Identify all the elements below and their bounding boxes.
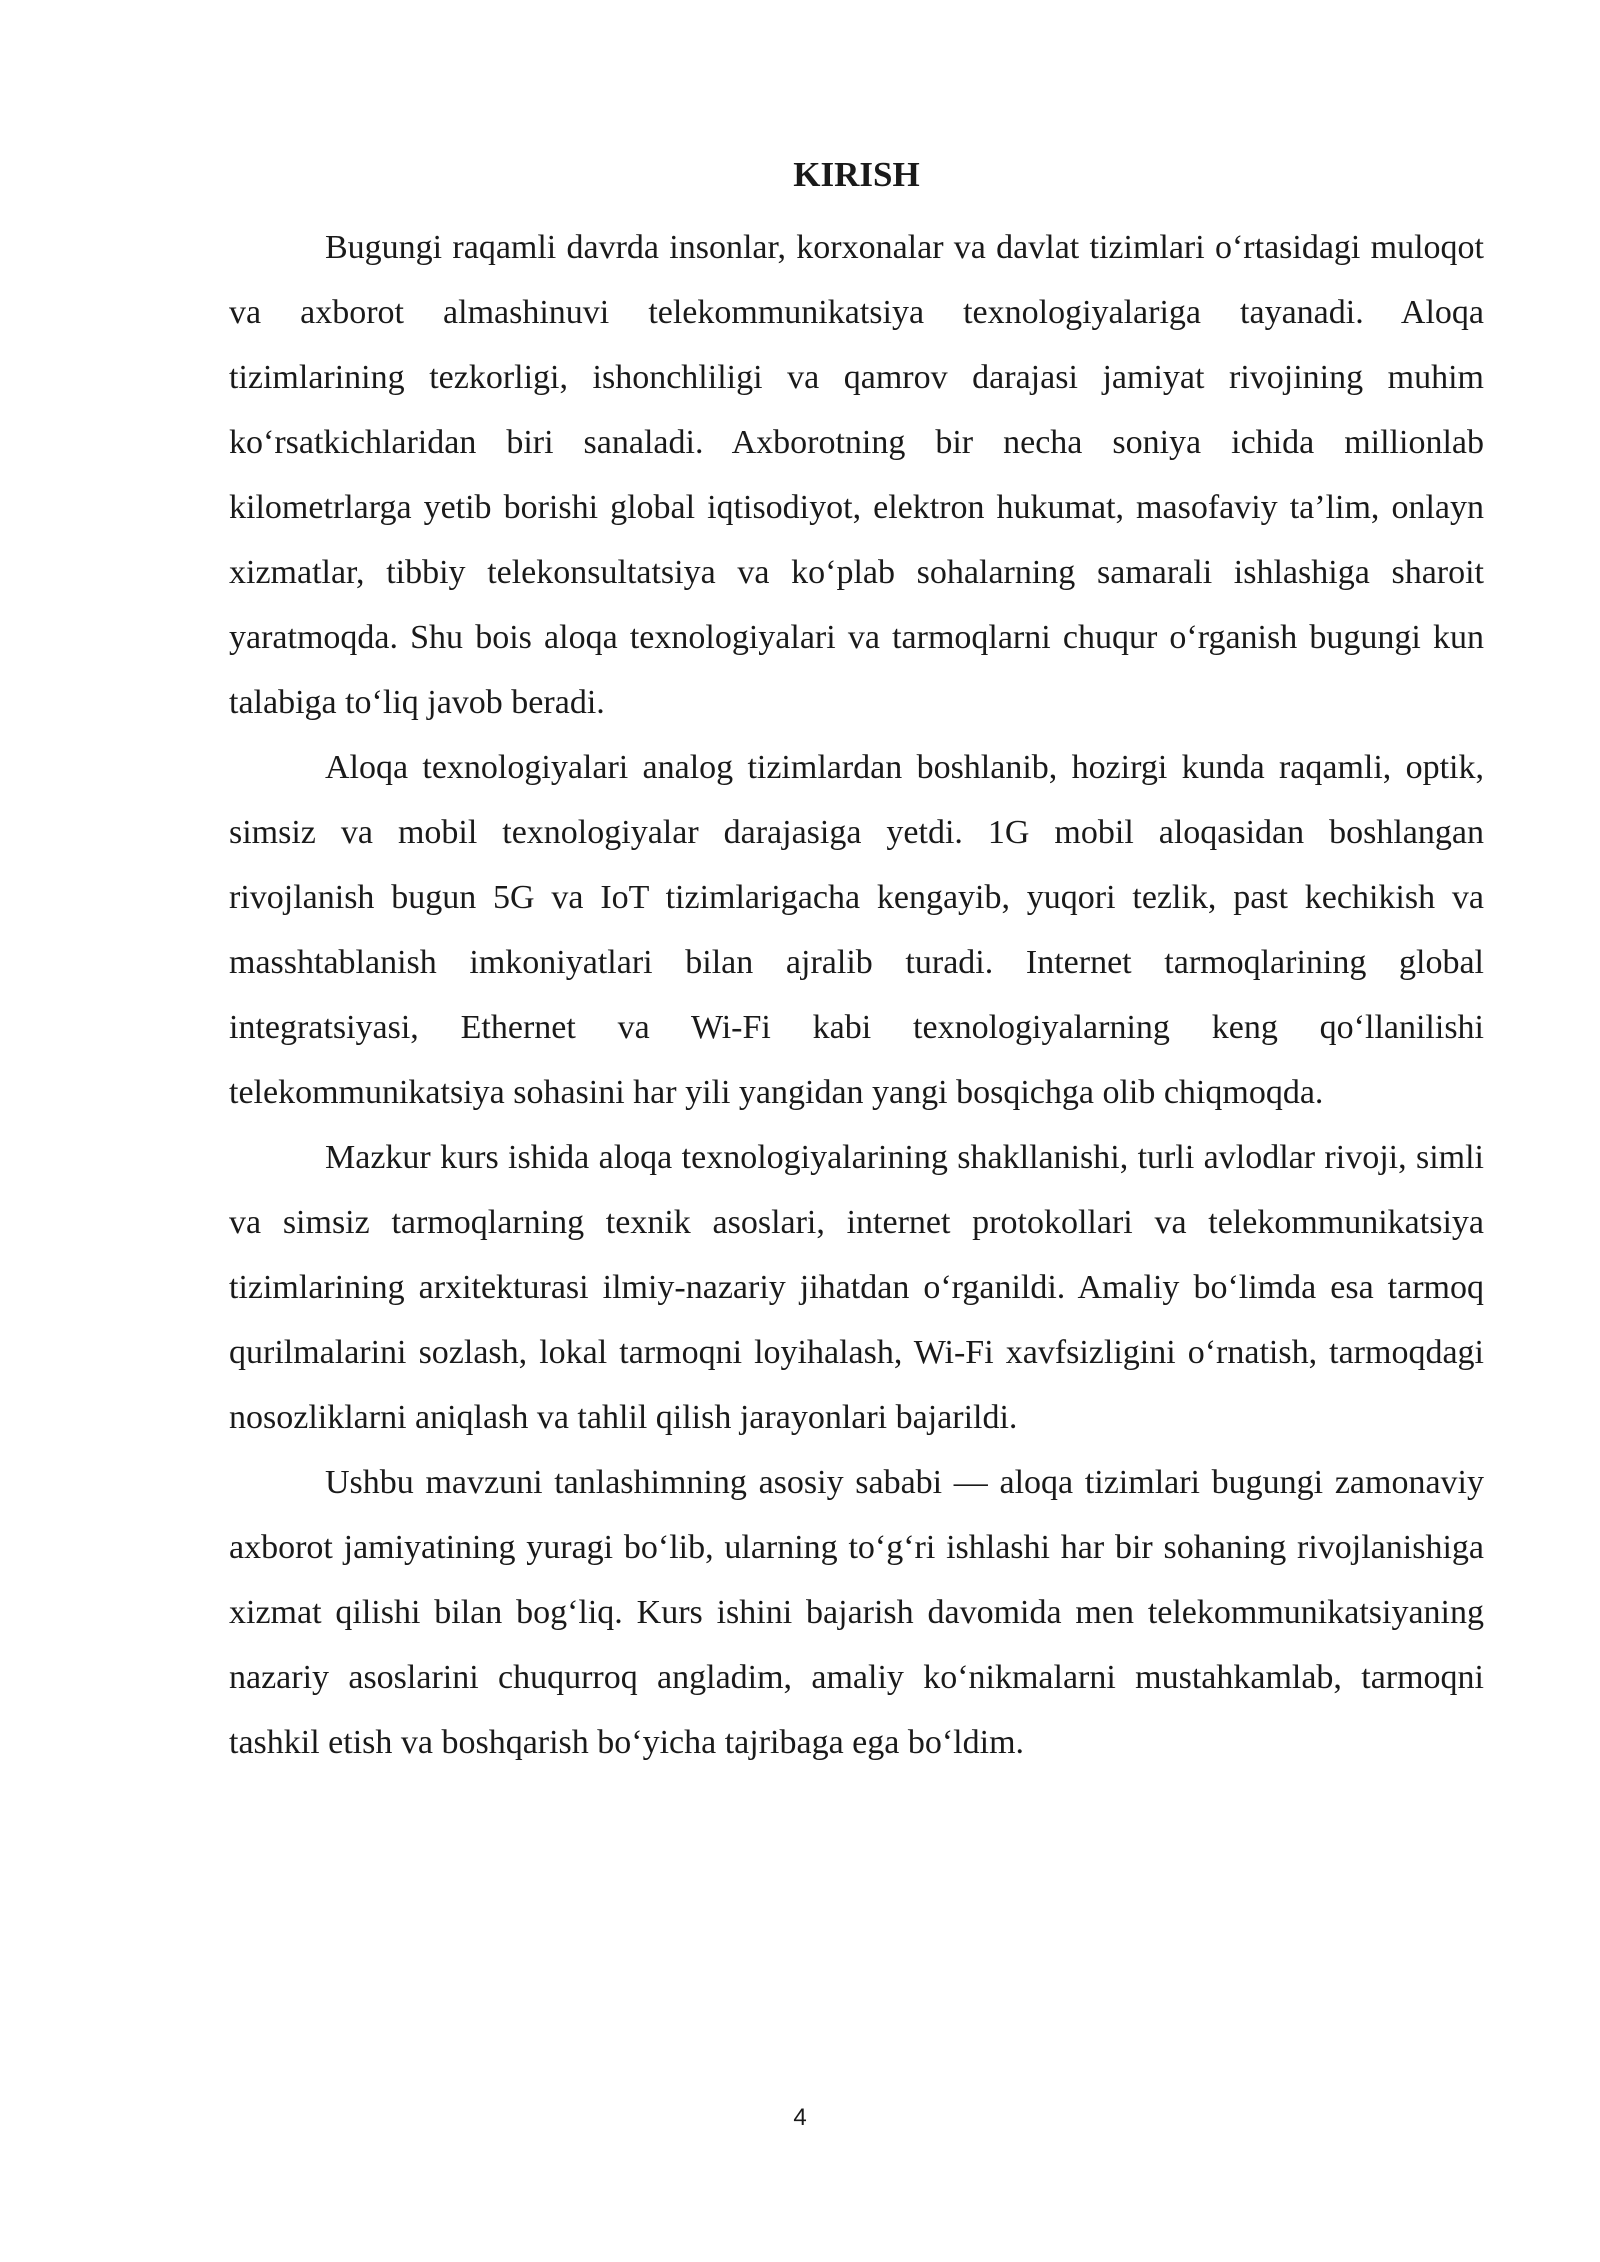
page-number: 4 (793, 2104, 807, 2131)
body-text (229, 215, 1484, 1775)
paragraph-3: Mazkur kurs ishida aloqa texnologiyalarining shakllanishi, turli avlodlar rivoji, simli va simsiz tarmoqlarning texnik asoslari, internet protokollari va telekommunikatsiya tizimlarining arxitekturasi ilmiy-nazariy jihatdan o‘rganildi. Amaliy bo‘limda esa tarmoq qurilmalarini sozlash, lokal tarmoqni loyihalash, Wi-Fi xavfsizligini o‘rnatish, tarmoqdagi nosozliklarni aniqlash va tahlil qilish jarayonlari bajarildi. (229, 1139, 1484, 1436)
paragraph-4: Ushbu mavzuni tanlashimning asosiy sababi — aloqa tizimlari bugungi zamonaviy axborot jamiyatining yuragi bo‘lib, ularning to‘g‘ri ishlashi har bir sohaning rivojlanishiga xizmat qilishi bilan bog‘liq. Kurs ishini bajarish davomida men telekommunikatsiyaning nazariy asoslarini chuqurroq angladim, amaliy ko‘nikmalarni mustahkamlab, tarmoqni tashkil etish va boshqarish bo‘yicha tajribaga ega bo‘ldim. (229, 1464, 1484, 1761)
paragraph-1: Bugungi raqamli davrda insonlar, korxonalar va davlat tizimlari o‘rtasidagi muloqot va axborot almashinuvi telekommunikatsiya texnologiyalariga tayanadi. Aloqa tizimlarining tezkorligi, ishonchliligi va qamrov darajasi jamiyat rivojining muhim ko‘rsatkichlaridan biri sanaladi. Axborotning bir necha soniya ichida millionlab kilometrlarga yetib borishi global iqtisodiyot, elektron hukumat, masofaviy ta’lim, onlayn xizmatlar, tibbiy telekonsultatsiya va ko‘plab sohalarning samarali ishlashiga sharoit yaratmoqda. Shu bois aloqa texnologiyalari va tarmoqlarni chuqur o‘rganish bugungi kun talabiga to‘liq javob beradi. (229, 229, 1484, 721)
section-heading: KIRISH (793, 155, 920, 194)
paragraph-2: Aloqa texnologiyalari analog tizimlardan boshlanib, hozirgi kunda raqamli, optik, simsiz va mobil texnologiyalar darajasiga yetdi. 1G mobil aloqasidan boshlangan rivojlanish bugun 5G va IoT tizimlarigacha kengayib, yuqori tezlik, past kechikish va masshtablanish imkoniyatlari bilan ajralib turadi. Internet tarmoqlarining global integratsiyasi, Ethernet va Wi-Fi kabi texnologiyalarning keng qo‘llanilishi telekommunikatsiya sohasini har yili yangidan yangi bosqichga olib chiqmoqda. (229, 749, 1484, 1111)
